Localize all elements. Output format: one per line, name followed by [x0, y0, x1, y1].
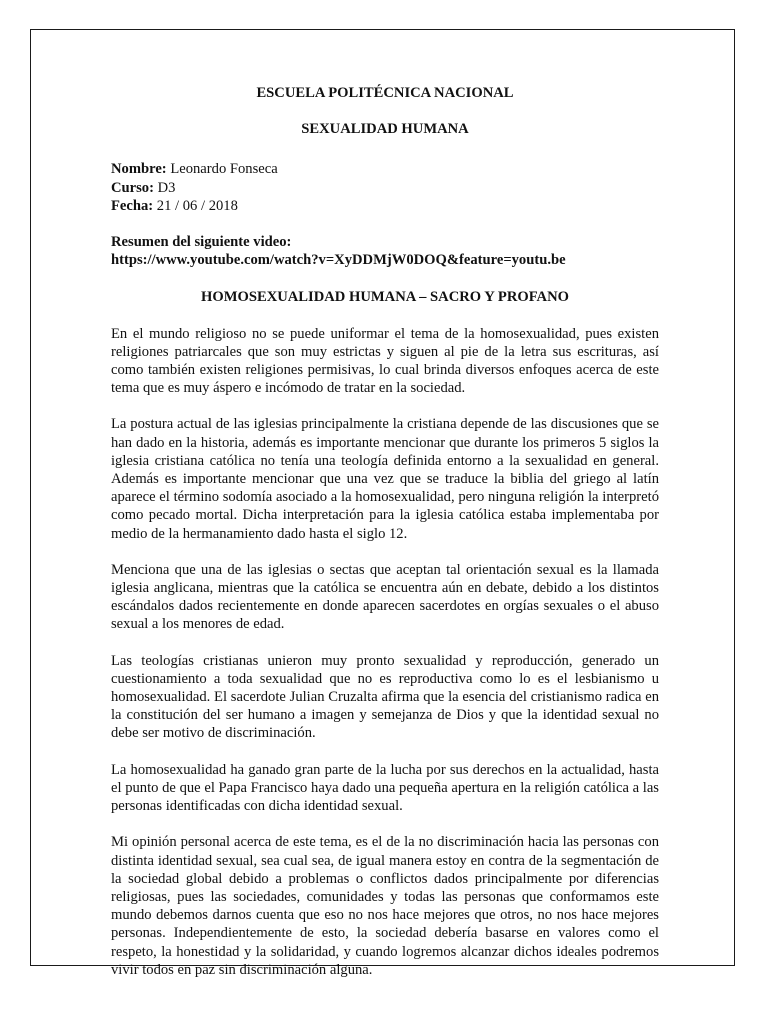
name-row	[111, 160, 659, 178]
course-label: Curso:	[111, 179, 154, 196]
paragraph-list	[111, 325, 659, 979]
course-row	[111, 179, 659, 197]
document-title: HOMOSEXUALIDAD HUMANA – SACRO Y PROFANO	[201, 289, 569, 306]
name-label: Nombre:	[111, 161, 167, 178]
paragraph-3: Menciona que una de las iglesias o sectas que aceptan tal orientación sexual es la llamada iglesia anglicana, mientras que la católica se encuentra aún en debate, debido a los distintos escándalos dados recientemente en donde aparecen sacerdotes en orgías sexuales o el abuso sexual a los menores de edad.	[111, 561, 659, 633]
paragraph-5: La homosexualidad ha ganado gran parte de la lucha por sus derechos en la actualidad, hasta el punto de que el Papa Francisco haya dado una pequeña apertura en la religión católica a las personas identificadas con dicha identidad sexual.	[111, 761, 659, 815]
paragraph-2: La postura actual de las iglesias principalmente la cristiana depende de las discusiones que se han dado en la historia, además es importante mencionar que durante los primeros 5 siglos la iglesia cristiana católica no tenía una teología definida entorno a la sexualidad en general. Además es importante mencionar que una vez que se traduce la biblia del griego al latín aparece el término sodomía asociado a la homosexualidad, pero ninguna religión la interpretó como pecado mortal. Dicha interpretación para la iglesia católica estaba implementaba por medio de la hermanamiento dado hasta el siglo 12.	[111, 416, 659, 542]
video-url[interactable]: https://www.youtube.com/watch?v=XyDDMjW0DOQ&feature=youtu.be	[111, 252, 566, 269]
student-info	[111, 160, 659, 215]
date-row	[111, 197, 659, 215]
institution-heading: ESCUELA POLITÉCNICA NACIONAL	[256, 85, 514, 101]
summary-label: Resumen del siguiente video:	[111, 234, 292, 251]
date-label: Fecha:	[111, 197, 154, 214]
paragraph-1: En el mundo religioso no se puede uniformar el tema de la homosexualidad, pues existen religiones patriarcales que son muy estrictas y siguen al pie de la letra sus escrituras, así como también existen religiones permisivas, lo cual brinda diversos enfoques acerca de este tema que es muy áspero e incómodo de tratar en la sociedad.	[111, 325, 659, 397]
course-value: D3	[153, 179, 176, 196]
name-value: Leonardo Fonseca	[166, 161, 278, 178]
paragraph-6: Mi opinión personal acerca de este tema, es el de la no discriminación hacia las personas con distinta identidad sexual, sea cual sea, de igual manera estoy en contra de la segmentación de la sociedad global debido a problemas o conflictos dados principalmente por diferencias religiosas, pues las sociedades, comunidades y todas las personas que conformamos este mundo debemos darnos cuenta que eso no nos hace mejores que otros, no nos hace mejores personas. Independientemente de esto, la sociedad debería basarse en valores como el respeto, la honestidad y la solidaridad, y cuando logremos alcanzar dichos ideales podremos vivir todos en paz sin discriminación alguna.	[111, 834, 659, 978]
date-value: 21 / 06 / 2018	[153, 197, 238, 214]
course-heading: SEXUALIDAD HUMANA	[301, 121, 469, 138]
summary-source	[111, 233, 659, 269]
paragraph-4: Las teologías cristianas unieron muy pronto sexualidad y reproducción, generado un cuestionamiento a toda sexualidad que no es reproductiva como lo es el lesbianismo u homosexualidad. El sacerdote Julian Cruzalta afirma que la esencia del cristianismo radica en la constitución del ser humano a imagen y semejanza de Dios y que la identidad sexual no debe ser motivo de discriminación.	[111, 652, 659, 742]
document-body	[111, 84, 659, 997]
